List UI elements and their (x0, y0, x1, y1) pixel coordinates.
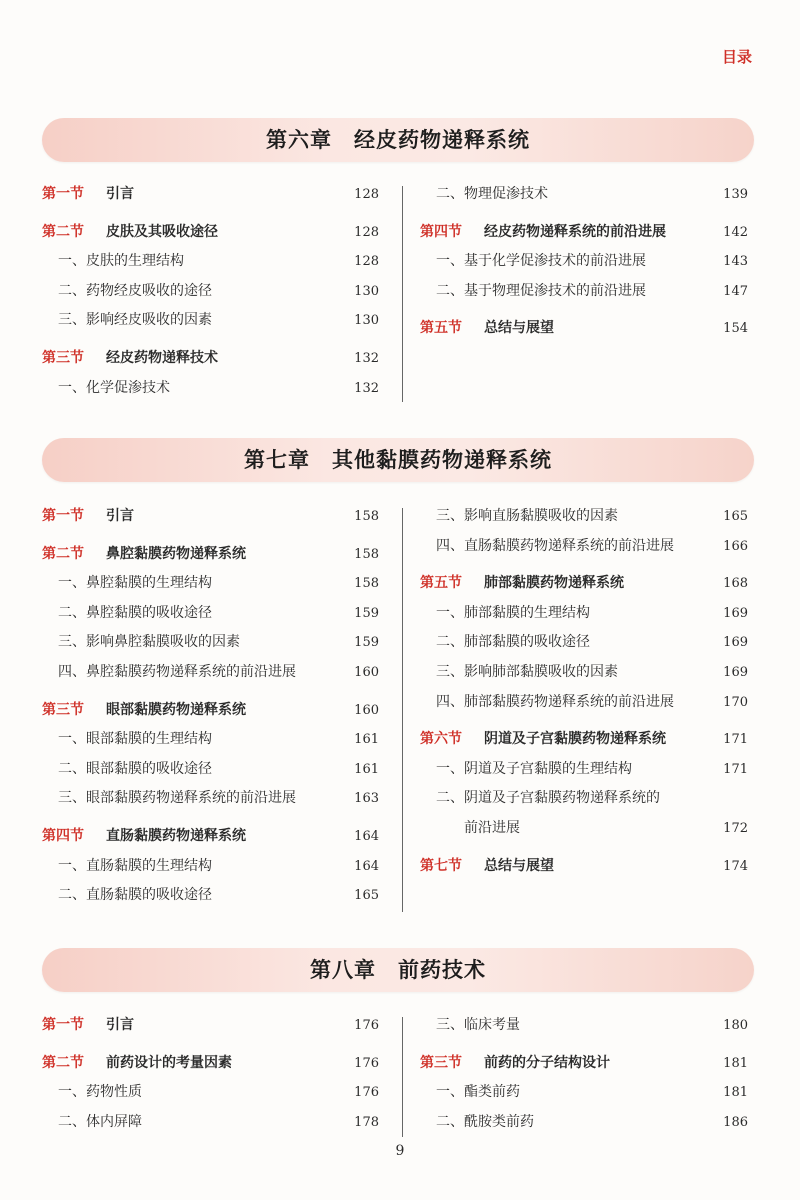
entry-title: 一、皮肤的生理结构 (58, 253, 184, 270)
page-ref: 161 (354, 732, 379, 748)
toc-subsection-entry (420, 814, 756, 844)
toc-section-entry (42, 1011, 387, 1041)
section-number: 第二节 (42, 223, 84, 240)
entry-title: 二、酰胺类前药 (436, 1113, 534, 1130)
toc-section-entry (42, 218, 387, 248)
entry-title: 二、鼻腔黏膜的吸收途径 (58, 604, 212, 621)
entry-title: 二、基于物理促渗技术的前沿进展 (436, 282, 646, 299)
entry-title: 一、药物性质 (58, 1084, 142, 1101)
toc-subsection-entry (420, 502, 756, 532)
page-ref: 154 (723, 321, 748, 337)
entry-title: 皮肤及其吸收途径 (106, 223, 218, 240)
entry-title: 肺部黏膜药物递释系统 (484, 575, 624, 592)
entry-title: 一、阴道及子宫黏膜的生理结构 (436, 760, 632, 777)
entry-title: 四、直肠黏膜药物递释系统的前沿进展 (436, 537, 674, 554)
toc-subsection-entry (420, 532, 756, 562)
entry-title: 一、基于化学促渗技术的前沿进展 (436, 253, 646, 270)
entry-title: 阴道及子宫黏膜药物递释系统 (484, 731, 666, 748)
entry-title: 二、物理促渗技术 (436, 186, 548, 202)
column-divider (402, 508, 403, 912)
page-ref: 159 (354, 635, 379, 651)
section-number: 第二节 (42, 545, 84, 562)
page-ref: 142 (723, 224, 748, 240)
page-ref: 165 (354, 888, 379, 904)
toc-subsection-entry (42, 784, 387, 814)
page-ref: 160 (354, 664, 379, 680)
entry-title: 一、眼部黏膜的生理结构 (58, 731, 212, 748)
entry-title: 二、阴道及子宫黏膜药物递释系统的 (436, 790, 660, 807)
section-number: 第六节 (420, 731, 462, 748)
section-number: 第一节 (42, 1017, 84, 1033)
page-ref: 130 (354, 283, 379, 299)
entry-title: 前沿进展 (464, 819, 520, 836)
entry-title: 一、酯类前药 (436, 1084, 520, 1101)
page-ref: 176 (354, 1018, 379, 1033)
toc-subsection-entry (42, 1078, 387, 1108)
entry-title: 三、影响直肠黏膜吸收的因素 (436, 508, 618, 524)
toc-subsection-entry (42, 658, 387, 688)
entry-title: 经皮药物递释系统的前沿进展 (484, 223, 666, 240)
section-number: 第五节 (420, 575, 462, 592)
toc-subsection-entry (420, 1078, 756, 1108)
page-ref: 169 (723, 605, 748, 621)
page-ref: 143 (723, 254, 748, 270)
entry-title: 总结与展望 (484, 857, 554, 874)
toc-subsection-entry (42, 628, 387, 658)
page-ref: 158 (354, 576, 379, 592)
entry-title: 引言 (106, 1017, 134, 1033)
entry-title: 三、眼部黏膜药物递释系统的前沿进展 (58, 790, 296, 807)
chapter-banner (42, 948, 754, 992)
page-ref: 164 (354, 858, 379, 874)
page-ref: 186 (723, 1114, 748, 1130)
toc-column-left (42, 502, 387, 911)
page-ref: 170 (723, 694, 748, 710)
toc-subsection-entry (420, 277, 756, 307)
page-ref: 161 (354, 761, 379, 777)
toc-section-entry (420, 725, 756, 755)
entry-title: 鼻腔黏膜药物递释系统 (106, 545, 246, 562)
page-ref: 168 (723, 576, 748, 592)
entry-title: 四、肺部黏膜药物递释系统的前沿进展 (436, 693, 674, 710)
page-ref: 128 (354, 254, 379, 270)
toc-section-entry (420, 314, 756, 344)
toc-subsection-entry (42, 755, 387, 785)
section-number: 第二节 (42, 1054, 84, 1071)
section-number: 第三节 (42, 349, 84, 366)
entry-title: 三、影响经皮吸收的因素 (58, 312, 212, 329)
section-number: 第一节 (42, 508, 84, 524)
toc-section-entry (42, 696, 387, 726)
toc-column-right (420, 180, 756, 344)
toc-column-right (420, 1011, 756, 1137)
page-ref: 166 (723, 538, 748, 554)
page-ref: 169 (723, 635, 748, 651)
page-ref: 178 (354, 1114, 379, 1130)
page-ref: 128 (354, 224, 379, 240)
entry-title: 三、临床考量 (436, 1017, 520, 1033)
toc-section-entry (42, 822, 387, 852)
toc-subsection-entry (42, 881, 387, 911)
page-ref: 174 (723, 858, 748, 874)
entry-title: 一、直肠黏膜的生理结构 (58, 857, 212, 874)
entry-title: 一、化学促渗技术 (58, 379, 170, 396)
page-ref: 165 (723, 509, 748, 524)
entry-title: 四、鼻腔黏膜药物递释系统的前沿进展 (58, 663, 296, 680)
entry-title: 二、直肠黏膜的吸收途径 (58, 887, 212, 904)
page-ref: 139 (723, 187, 748, 202)
page-ref: 132 (354, 350, 379, 366)
page-ref: 171 (723, 732, 748, 748)
page-ref: 163 (354, 791, 379, 807)
page-ref: 176 (354, 1085, 379, 1101)
entry-title: 眼部黏膜药物递释系统 (106, 701, 246, 718)
toc-column-left (42, 1011, 387, 1137)
toc-subsection-entry (420, 784, 756, 814)
page-ref: 128 (354, 187, 379, 202)
header-label: 目录 (721, 48, 752, 66)
toc-subsection-entry (42, 569, 387, 599)
entry-title: 直肠黏膜药物递释系统 (106, 827, 246, 844)
page-ref: 164 (354, 828, 379, 844)
chapter-banner (42, 118, 754, 162)
entry-title: 前药设计的考量因素 (106, 1054, 232, 1071)
toc-section-entry (420, 852, 756, 882)
column-divider (402, 1017, 403, 1137)
toc-subsection-entry (42, 852, 387, 882)
entry-title: 三、影响肺部黏膜吸收的因素 (436, 663, 618, 680)
toc-subsection-entry (420, 247, 756, 277)
chapter-title: 第八章 前药技术 (310, 957, 486, 982)
page-ref: 158 (354, 546, 379, 562)
page-ref: 130 (354, 313, 379, 329)
toc-column-right (420, 502, 756, 881)
toc-section-entry (42, 540, 387, 570)
chapter-banner (42, 438, 754, 482)
entry-title: 引言 (106, 186, 134, 202)
entry-title: 二、药物经皮吸收的途径 (58, 282, 212, 299)
page-ref: 132 (354, 380, 379, 396)
toc-subsection-entry (42, 306, 387, 336)
toc-subsection-entry (42, 277, 387, 307)
section-number: 第七节 (420, 857, 462, 874)
page-ref: 169 (723, 664, 748, 680)
toc-section-entry (420, 218, 756, 248)
toc-subsection-entry (420, 1011, 756, 1041)
toc-subsection-entry (420, 755, 756, 785)
page-ref: 147 (723, 283, 748, 299)
page-ref: 159 (354, 605, 379, 621)
toc-section-entry (42, 1049, 387, 1079)
entry-title: 三、影响鼻腔黏膜吸收的因素 (58, 634, 240, 651)
page-ref: 160 (354, 702, 379, 718)
page-ref: 181 (723, 1085, 748, 1101)
page-ref: 172 (723, 820, 748, 836)
toc-subsection-entry (420, 628, 756, 658)
section-number: 第三节 (420, 1054, 462, 1071)
entry-title: 前药的分子结构设计 (484, 1054, 610, 1071)
page-ref: 181 (723, 1055, 748, 1071)
toc-section-entry (42, 344, 387, 374)
entry-title: 引言 (106, 508, 134, 524)
toc-subsection-entry (420, 1108, 756, 1138)
toc-section-entry (42, 180, 387, 210)
entry-title: 总结与展望 (484, 320, 554, 337)
page-number: 9 (395, 1143, 405, 1159)
toc-subsection-entry (42, 374, 387, 404)
toc-subsection-entry (420, 688, 756, 718)
page-ref: 158 (354, 509, 379, 524)
toc-section-entry (420, 569, 756, 599)
toc-subsection-entry (420, 599, 756, 629)
toc-subsection-entry (42, 247, 387, 277)
entry-title: 二、肺部黏膜的吸收途径 (436, 634, 590, 651)
toc-section-entry (42, 502, 387, 532)
page-ref: 180 (723, 1018, 748, 1033)
chapter-title: 第六章 经皮药物递释系统 (266, 127, 530, 152)
section-number: 第四节 (42, 827, 84, 844)
entry-title: 二、眼部黏膜的吸收途径 (58, 760, 212, 777)
toc-column-left (42, 180, 387, 403)
entry-title: 一、肺部黏膜的生理结构 (436, 604, 590, 621)
page-ref: 176 (354, 1055, 379, 1071)
entry-title: 经皮药物递释技术 (106, 349, 218, 366)
page-ref: 171 (723, 761, 748, 777)
entry-title: 一、鼻腔黏膜的生理结构 (58, 575, 212, 592)
toc-subsection-entry (42, 725, 387, 755)
entry-title: 二、体内屏障 (58, 1113, 142, 1130)
toc-subsection-entry (420, 658, 756, 688)
section-number: 第四节 (420, 223, 462, 240)
column-divider (402, 186, 403, 402)
section-number: 第一节 (42, 186, 84, 202)
toc-subsection-entry (420, 180, 756, 210)
chapter-title: 第七章 其他黏膜药物递释系统 (244, 447, 552, 472)
toc-section-entry (420, 1049, 756, 1079)
toc-subsection-entry (42, 1108, 387, 1138)
toc-subsection-entry (42, 599, 387, 629)
section-number: 第五节 (420, 320, 462, 337)
section-number: 第三节 (42, 701, 84, 718)
